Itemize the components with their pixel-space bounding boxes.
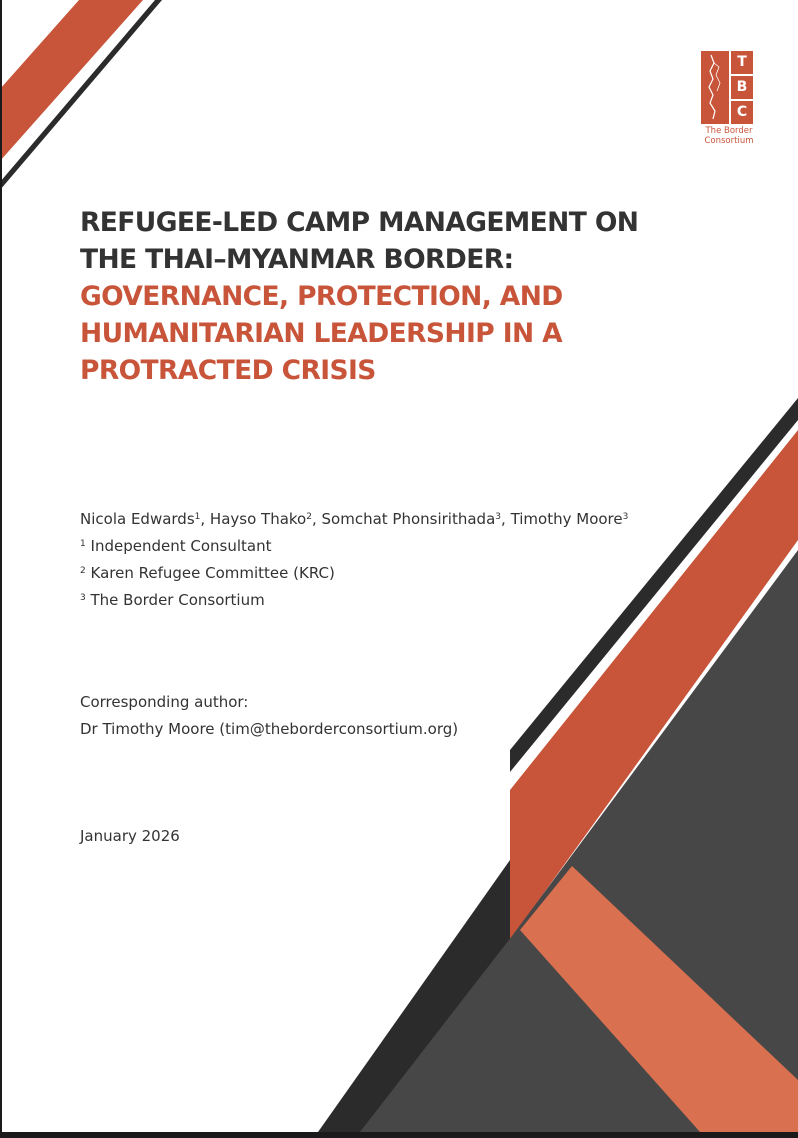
affiliation-2 — [80, 560, 680, 587]
author-name: Nicola Edwards — [80, 510, 195, 528]
author-mark: 2 — [306, 512, 312, 522]
affiliation-mark: 3 — [80, 593, 86, 603]
logo-caption — [699, 126, 759, 146]
map-outline-icon — [701, 51, 729, 124]
logo-letter-b: B — [731, 76, 753, 99]
corresponding-contact: Dr Timothy Moore (tim@theborderconsortium.org) — [80, 720, 459, 738]
title-line-1: REFUGEE-LED CAMP MANAGEMENT ON — [80, 207, 639, 238]
affiliation-name: Independent Consultant — [90, 537, 272, 555]
author-name: Somchat Phonsirithada — [321, 510, 496, 528]
affiliation-3 — [80, 587, 680, 614]
affiliation-mark: 2 — [80, 566, 86, 576]
title-line-4: HUMANITARIAN LEADERSHIP IN A — [80, 318, 563, 349]
title-line-3: GOVERNANCE, PROTECTION, AND — [80, 281, 563, 312]
title-line-5: PROTRACTED CRISIS — [80, 355, 376, 386]
publication-date: January 2026 — [80, 827, 180, 845]
affiliation-1 — [80, 533, 680, 560]
logo-letter-t: T — [731, 51, 753, 74]
top-left-orange-stripe — [0, 0, 143, 161]
title-line-2: THE THAI–MYANMAR BORDER: — [80, 244, 514, 275]
page-left-edge — [0, 0, 2, 1132]
author-mark: 3 — [622, 512, 629, 522]
logo-caption-line-1: The Border — [705, 126, 753, 136]
author-name: Timothy Moore — [510, 510, 623, 528]
affiliation-name: Karen Refugee Committee (KRC) — [90, 564, 335, 582]
affiliation-name: The Border Consortium — [90, 591, 265, 609]
author-mark: 3 — [495, 512, 502, 522]
page-bottom-edge — [0, 1132, 798, 1138]
logo-caption-line-2: Consortium — [704, 136, 754, 146]
corresponding-label: Corresponding author: — [80, 693, 249, 711]
report-title — [80, 204, 640, 389]
tbc-logo — [701, 51, 753, 146]
affiliation-mark: 1 — [80, 539, 86, 549]
author-mark: 1 — [194, 512, 201, 522]
corresponding-author — [80, 689, 560, 743]
author-block — [80, 506, 680, 614]
author-name: Hayso Thako — [209, 510, 307, 528]
logo-letter-c: C — [731, 101, 753, 124]
author-list: Nicola Edwards$^1$, Hayso Thako$^2$, Somchat Phonsirithada$^3$, Timothy Moore$^3$ — [80, 510, 629, 528]
